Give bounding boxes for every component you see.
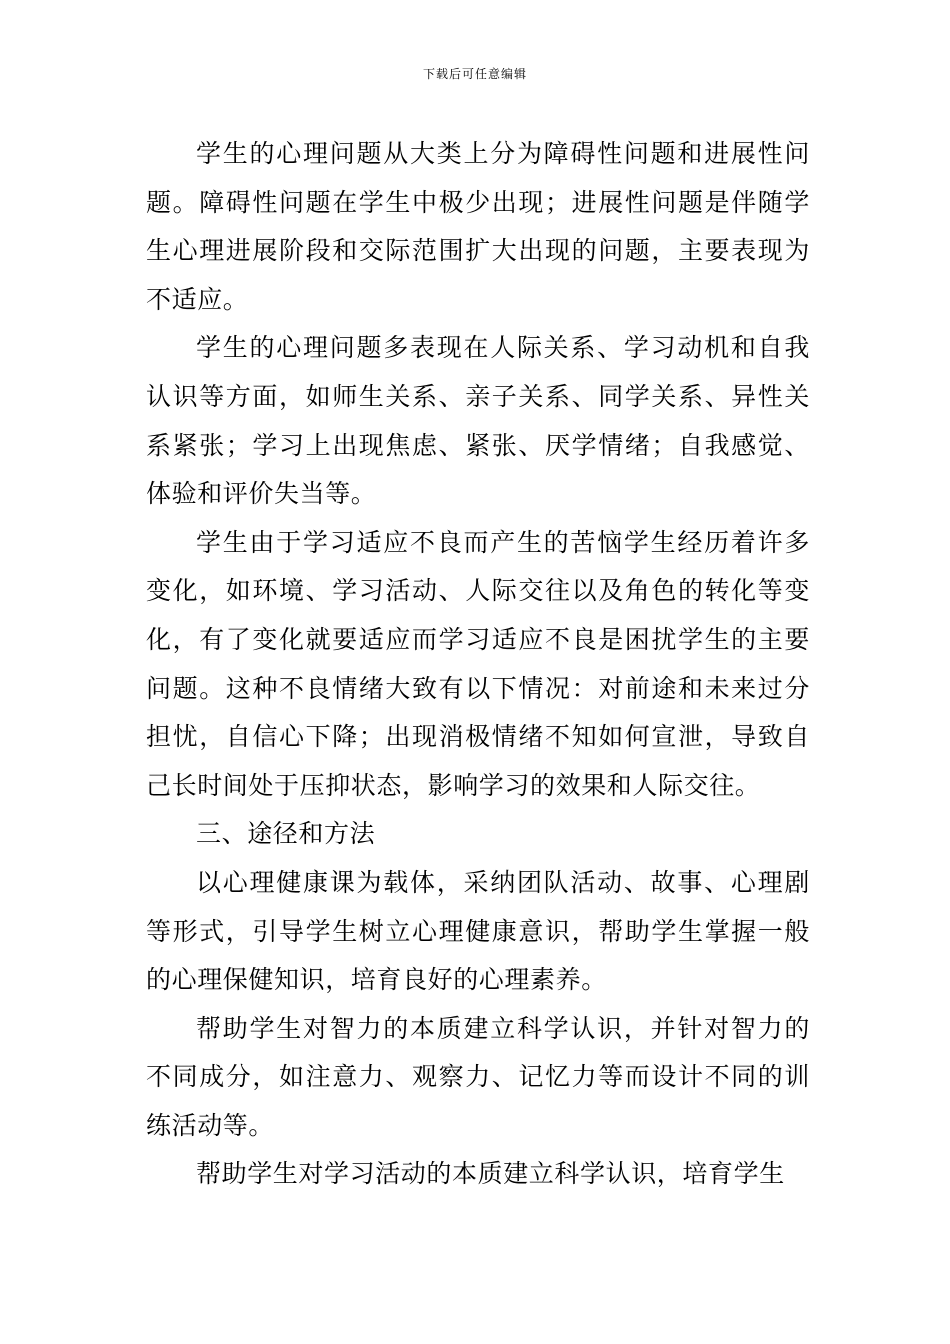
paragraph-health-course: 以心理健康课为载体，采纳团队活动、故事、心理剧等形式，引导学生树立心理健康意识，帮助学生掌握一般的心理保健知识，培育良好的心理素养。: [146, 867, 810, 995]
section-heading-methods: 三、途径和方法: [196, 819, 376, 849]
paragraph-psych-problem-areas: 学生的心理问题多表现在人际关系、学习动机和自我认识等方面，如师生关系、亲子关系、同学关系、异性关系紧张；学习上出现焦虑、紧张、厌学情绪；自我感觉、体验和评价失当等。: [146, 333, 810, 509]
paragraph-adaptation-issues: 学生由于学习适应不良而产生的苦恼学生经历着许多变化，如环境、学习活动、人际交往以及角色的转化等变化，有了变化就要适应而学习适应不良是困扰学生的主要问题。这种不良情绪大致有以下情况：对前途和未来过分担忧，自信心下降；出现消极情绪不知如何宣泄，导致自己长时间处于压抑状态，影响学习的效果和人际交往。: [146, 527, 810, 800]
paragraph-learning-activity: 帮助学生对学习活动的本质建立科学认识，培育学生: [196, 1159, 785, 1189]
paragraph-intelligence: 帮助学生对智力的本质建立科学认识，并针对智力的不同成分，如注意力、观察力、记忆力等而设计不同的训练活动等。: [146, 1013, 810, 1140]
document-body: [146, 130, 810, 1199]
paragraph-psych-problem-types: 学生的心理问题从大类上分为障碍性问题和进展性问题。障碍性问题在学生中极少出现；进展性问题是伴随学生心理进展阶段和交际范围扩大出现的问题，主要表现为不适应。: [146, 139, 810, 314]
header-note: 下载后可任意编辑: [422, 67, 527, 81]
